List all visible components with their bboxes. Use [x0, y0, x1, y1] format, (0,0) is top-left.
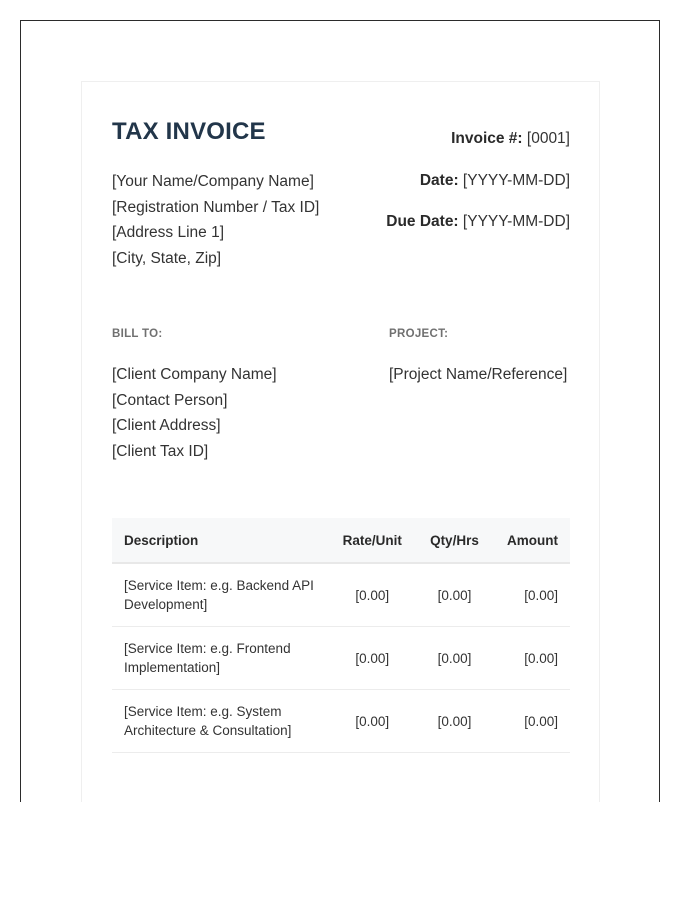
project-reference: [Project Name/Reference]: [389, 366, 568, 383]
row-amount: [0.00]: [495, 690, 570, 753]
sender-address-line-1: [Address Line 1]: [112, 224, 225, 242]
invoice-due-date-label: Due Date:: [386, 213, 459, 230]
row-qty: [0.00]: [414, 627, 495, 690]
sender-block: [112, 169, 319, 272]
row-rate: [0.00]: [331, 690, 414, 753]
table-row: [112, 627, 570, 690]
invoice-number-value: [0001]: [526, 130, 570, 147]
invoice-date-label: Date:: [419, 171, 459, 189]
invoice-date-value: [YYYY-MM-DD]: [462, 171, 570, 189]
sender-city-state-zip: [City, State, Zip]: [112, 250, 222, 268]
client-address: [Client Address]: [112, 417, 221, 435]
header-amount: Amount: [495, 518, 570, 563]
sender-registration: [Registration Number / Tax ID]: [112, 198, 320, 216]
invoice-title: TAX INVOICE: [112, 118, 266, 145]
invoice-date-row: [386, 172, 570, 214]
table-row: [112, 563, 570, 627]
invoice-due-date-value: [YYYY-MM-DD]: [462, 213, 570, 230]
header-rate: Rate/Unit: [331, 518, 414, 563]
header-description: Description: [112, 518, 331, 563]
row-description: [Service Item: e.g. Backend API Development]: [112, 563, 331, 627]
bill-to-label: BILL TO:: [112, 328, 163, 340]
client-company: [Client Company Name]: [112, 366, 277, 383]
client-contact: [Contact Person]: [112, 391, 228, 409]
invoice-number-row: [386, 130, 570, 172]
bill-to-block: [112, 362, 277, 465]
sender-name: [Your Name/Company Name]: [112, 173, 314, 190]
invoice-meta: [386, 130, 570, 255]
row-amount: [0.00]: [495, 627, 570, 690]
row-description: [Service Item: e.g. System Architecture & Consultation]: [112, 690, 331, 753]
table-row: [112, 690, 570, 753]
row-rate: [0.00]: [331, 627, 414, 690]
project-label: PROJECT:: [389, 328, 449, 340]
invoice-number-label: Invoice #:: [451, 130, 523, 147]
line-items-table: [112, 518, 570, 753]
header-qty: Qty/Hrs: [414, 518, 495, 563]
row-rate: [0.00]: [331, 563, 414, 627]
row-qty: [0.00]: [414, 563, 495, 627]
table-header-row: [112, 518, 570, 563]
client-tax-id: [Client Tax ID]: [112, 443, 209, 461]
row-amount: [0.00]: [495, 563, 570, 627]
invoice-due-date-row: [386, 213, 570, 255]
row-description: [Service Item: e.g. Frontend Implementation]: [112, 627, 331, 690]
row-qty: [0.00]: [414, 690, 495, 753]
